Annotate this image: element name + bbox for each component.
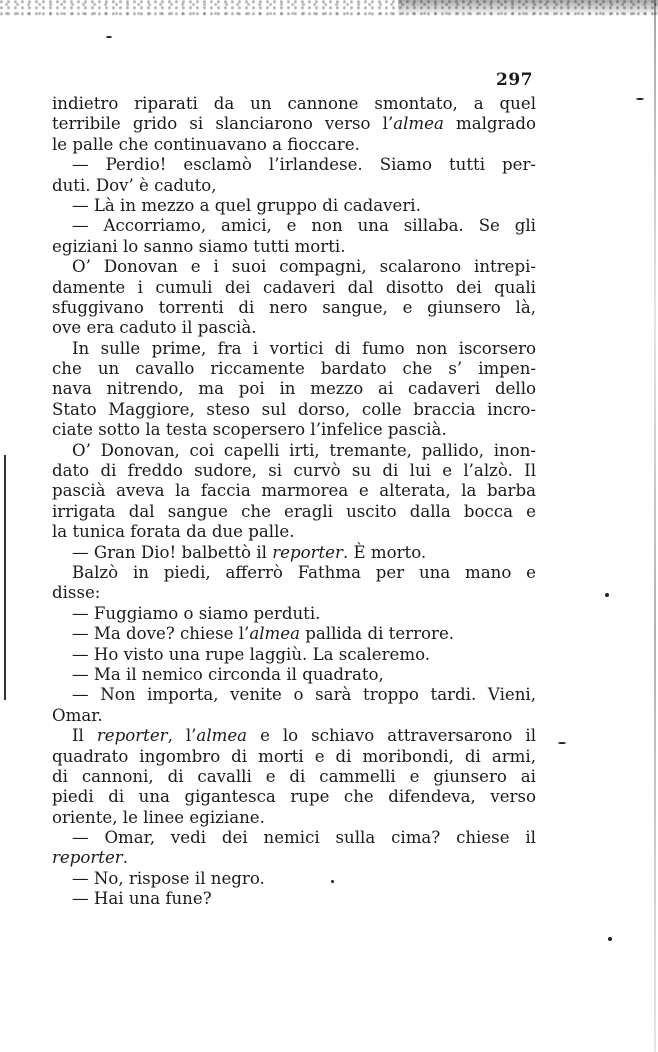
text-run: di cannoni, di cavalli e di cammelli e giunsero ai (52, 766, 536, 786)
text-run: . È morto. (342, 542, 427, 562)
text-line (52, 481, 536, 501)
text-run: Stato Maggiore, steso sul dorso, colle braccia incro- (52, 399, 536, 419)
text-run: — Non importa, venite o sarà troppo tardi. Vieni, (72, 685, 536, 705)
text-line (52, 379, 536, 399)
text-run: duti. Dov’ è caduto, (52, 175, 217, 195)
text-run: le palle che continuavano a fioccare. (52, 134, 360, 154)
text-run: egiziani lo sanno siamo tutti morti. (52, 236, 346, 256)
italic-word: almea (393, 114, 444, 134)
text-run: In sulle prime, fra i vortici di fumo non iscorsero (72, 338, 536, 358)
text-line (52, 767, 536, 787)
text-line (52, 787, 536, 807)
text-line (52, 196, 536, 216)
text-line (52, 420, 536, 440)
text-run: O’ Donovan, coi capelli irti, tremante, pallido, inon- (72, 440, 536, 460)
text-run: pallida di terrore. (299, 624, 455, 644)
text-line (52, 685, 536, 705)
text-run: — Gran Dio! balbettò il (72, 542, 273, 562)
text-run: — Ho visto una rupe laggiù. La scaleremo. (72, 644, 431, 664)
speck (558, 742, 566, 744)
scan-edge-right (654, 0, 656, 1052)
text-run: O’ Donovan e i suoi compagni, scalarono intrepi- (72, 257, 536, 277)
text-run: Il (72, 726, 97, 746)
text-line (52, 216, 536, 236)
text-run: — Là in mezzo a quel gruppo di cadaveri. (72, 195, 421, 215)
text-line (52, 583, 536, 603)
text-line (52, 828, 536, 848)
text-run: che un cavallo riccamente bardato che s’ impen- (52, 359, 536, 379)
text-run: ciate sotto la testa scopersero l’infelice pascià. (52, 420, 447, 440)
text-run: — Ma il nemico circonda il quadrato, (72, 664, 384, 684)
speck (605, 593, 609, 597)
text-run: — Hai una fune? (72, 889, 212, 909)
text-run: damente i cumuli dei cadaveri dal disotto dei quali (52, 277, 536, 297)
text-run: sfuggivano torrenti di nero sangue, e giunsero là, (52, 297, 536, 317)
page-number: 297 (496, 70, 533, 90)
text-line (52, 339, 536, 359)
text-line (52, 114, 536, 134)
text-line (52, 461, 536, 481)
text-line (52, 155, 536, 175)
text-line (52, 522, 536, 542)
text-run: indietro riparati da un cannone smontato, a quel (52, 94, 536, 113)
text-run: — Fuggiamo o siamo perduti. (72, 603, 321, 623)
text-line (52, 563, 536, 583)
text-line (52, 543, 536, 563)
text-run: . (122, 848, 128, 868)
text-run: pascià aveva la faccia marmorea e alterata, la barba (52, 481, 536, 501)
italic-word: reporter (96, 726, 168, 746)
speck (106, 36, 112, 38)
speck (636, 98, 644, 100)
text-line (52, 808, 536, 828)
text-line (52, 624, 536, 644)
text-run: — Perdio! esclamò l’irlandese. Siamo tutti per- (72, 155, 536, 175)
text-line (52, 441, 536, 461)
text-run: e lo schiavo attraversarono il (247, 726, 536, 746)
text-line (52, 747, 536, 767)
text-line (52, 726, 536, 746)
text-run: piedi di una gigantesca rupe che difendeva, verso (52, 787, 536, 807)
italic-word: almea (196, 726, 248, 746)
text-line (52, 869, 536, 889)
italic-word: almea (249, 624, 300, 644)
italic-word: reporter (52, 848, 123, 868)
text-line (52, 278, 536, 298)
text-line (52, 502, 536, 522)
text-run: quadrato ingombro di morti e di moribondi, di armi, (52, 746, 536, 766)
text-run: malgrado (443, 114, 536, 134)
text-run: la tunica forata da due palle. (52, 522, 295, 542)
text-run: Omar. (52, 705, 103, 725)
text-line (52, 359, 536, 379)
text-run: terribile grido si slanciarono verso l’ (52, 114, 394, 134)
text-run: oriente, le linee egiziane. (52, 807, 265, 827)
text-line (52, 400, 536, 420)
text-run: , l’ (167, 726, 197, 746)
text-line (52, 665, 536, 685)
text-run: — Omar, vedi dei nemici sulla cima? chiese il (72, 828, 536, 848)
text-line (52, 604, 536, 624)
text-run: Balzò in piedi, afferrò Fathma per una mano e (72, 562, 536, 582)
text-line (52, 257, 536, 277)
text-line (52, 889, 536, 909)
text-run: irrigata dal sangue che eragli uscito dalla bocca e (52, 501, 536, 521)
body-text (52, 94, 536, 910)
text-run: — Ma dove? chiese l’ (72, 624, 250, 644)
text-line (52, 318, 536, 338)
speck (608, 937, 612, 941)
text-run: nava nitrendo, ma poi in mezzo ai cadaveri dello (52, 379, 536, 399)
text-line (52, 706, 536, 726)
text-line (52, 298, 536, 318)
italic-word: reporter (272, 542, 343, 562)
text-line (52, 237, 536, 257)
text-run: ove era caduto il pascià. (52, 318, 257, 338)
text-line (52, 176, 536, 196)
text-run: — Accorriamo, amici, e non una sillaba. Se gli (72, 216, 536, 236)
margin-bracket-left (4, 455, 6, 700)
text-run: disse: (52, 583, 101, 603)
text-line (52, 848, 536, 868)
scan-shadow-top-right (398, 0, 658, 16)
text-line (52, 94, 536, 114)
text-run: — No, rispose il negro. (72, 868, 265, 888)
text-line (52, 645, 536, 665)
text-run: dato di freddo sudore, si curvò su di lui e l’alzò. Il (52, 461, 536, 481)
text-line (52, 135, 536, 155)
